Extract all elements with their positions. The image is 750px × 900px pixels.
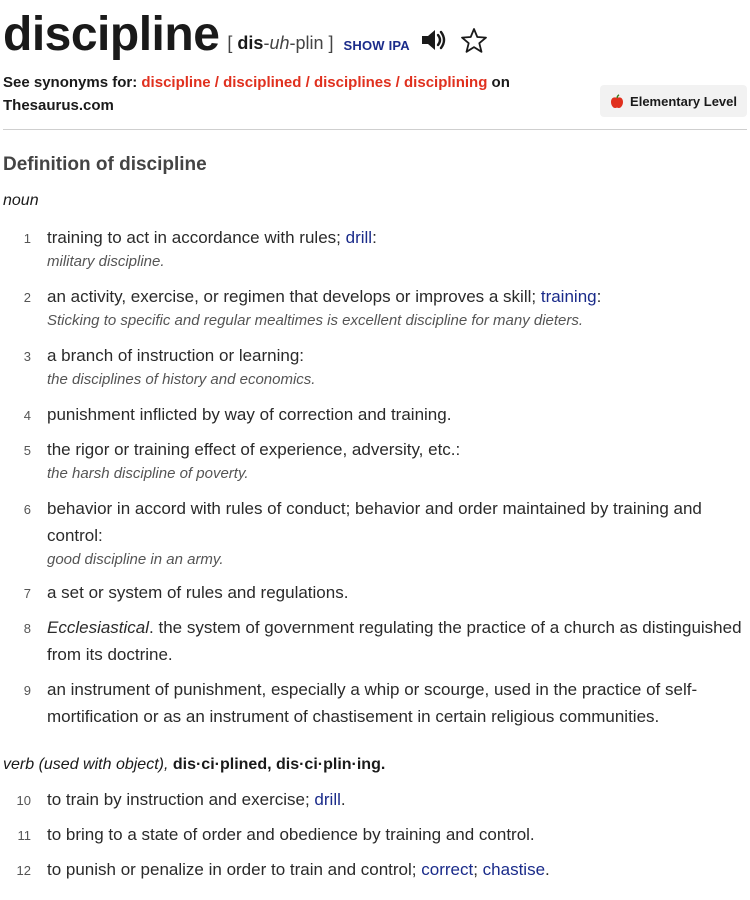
synonym-link-3[interactable]: disciplines [313, 74, 392, 91]
pron-sep: - [263, 33, 270, 53]
definition-link[interactable]: chastise [482, 860, 546, 879]
definition-text: an activity, exercise, or regimen that develops or improves a skill; [47, 287, 541, 306]
definition-number: 8 [23, 621, 31, 636]
level-badge[interactable] [600, 85, 747, 117]
definition-number: 10 [16, 793, 31, 808]
definition-item [3, 436, 747, 485]
part-of-speech-verb [3, 754, 747, 776]
definition-text: punishment inflicted by way of correction and training. [47, 405, 452, 424]
definition-text: to punish or penalize in order to train and control; [47, 860, 422, 879]
title-row [3, 6, 747, 64]
synonym-link-4[interactable]: disciplining [404, 74, 488, 91]
definition-text: training to act in accordance with rules; [47, 228, 346, 247]
definition-text: an instrument of punishment, especially a whip or scourge, used in the practice of self-mortification or as an instrument of chastisement in certain religious communities. [47, 680, 698, 726]
headword: discipline [3, 8, 220, 61]
pronunciation [227, 33, 333, 54]
synonym-sep: / [391, 74, 405, 91]
definition-link[interactable]: drill [314, 790, 341, 809]
pron-syllable-stressed: dis [237, 33, 264, 53]
definition-example: Sticking to specific and regular mealtimes is excellent discipline for many dieters. [47, 312, 584, 329]
definition-item [3, 821, 747, 848]
definition-number: 5 [23, 443, 31, 458]
noun-definitions [3, 224, 747, 730]
synonym-link-1[interactable]: discipline [141, 74, 211, 91]
definition-item [3, 342, 747, 391]
pron-syllable: uh [269, 33, 290, 53]
definition-punct: . [545, 860, 550, 879]
definition-link[interactable]: correct [421, 860, 474, 879]
verb-forms: dis·ci·plined, dis·ci·plin·ing. [172, 756, 386, 773]
definition-text: a set or system of rules and regulations. [47, 583, 349, 602]
definition-item [3, 786, 747, 813]
definitions-heading: Definition of discipline [3, 154, 207, 175]
pron-bracket-close: ] [328, 33, 334, 53]
synonym-sep: / [210, 74, 224, 91]
definition-text: behavior in accord with rules of conduct; behavior and order maintained by training and control: [47, 499, 702, 545]
definition-number: 11 [17, 828, 31, 843]
apple-icon [610, 94, 624, 109]
pron-syllable: plin [295, 33, 324, 53]
definition-punct: : [372, 228, 377, 247]
definition-item [3, 401, 747, 428]
definition-text: to train by instruction and exercise; [47, 790, 315, 809]
definition-example: good discipline in an army. [47, 551, 224, 568]
definition-number: 7 [23, 586, 31, 601]
definition-punct: . [340, 790, 346, 809]
definition-item [3, 495, 747, 571]
pron-sep: - [289, 33, 296, 53]
definition-example: the disciplines of history and economics. [47, 371, 316, 388]
definition-text: the rigor or training effect of experience, adversity, etc.: [47, 440, 461, 459]
definition-number: 1 [23, 231, 31, 246]
pron-bracket-open: [ [227, 33, 233, 53]
definition-link[interactable]: training [540, 287, 597, 306]
verb-definitions [3, 786, 747, 883]
synonyms-suffix: on Thesaurus.com [3, 74, 510, 114]
definition-text: a branch of instruction or learning: [47, 346, 305, 365]
definition-item [3, 676, 747, 730]
verb-label: verb (used with object), [3, 756, 169, 773]
star-icon[interactable] [460, 27, 488, 59]
definition-label: Ecclesiastical [47, 618, 150, 637]
definition-text: . the system of government regulating the practice of a church as distinguished from its doctrine. [47, 618, 742, 664]
synonym-link-2[interactable]: disciplined [223, 74, 302, 91]
definition-item [3, 856, 747, 883]
definition-example: the harsh discipline of poverty. [47, 465, 249, 482]
synonyms-text [3, 71, 563, 117]
definition-number: 2 [23, 290, 31, 305]
show-ipa-button[interactable]: SHOW IPA [343, 38, 410, 53]
definition-number: 12 [16, 863, 31, 878]
definition-text: to bring to a state of order and obedience by training and control. [47, 825, 535, 844]
definition-item [3, 614, 747, 668]
definition-example: military discipline. [47, 253, 165, 270]
definition-punct: : [596, 287, 602, 306]
part-of-speech-noun: noun [3, 192, 39, 209]
definition-number: 3 [23, 349, 31, 364]
synonyms-prefix: See synonyms for: [3, 74, 142, 91]
definitions-section [3, 152, 747, 883]
synonym-sep: / [301, 74, 314, 91]
speaker-icon[interactable] [420, 27, 448, 58]
divider [3, 129, 747, 130]
level-label: Elementary Level [630, 93, 737, 109]
definition-number: 4 [23, 408, 31, 423]
definition-item [3, 283, 747, 332]
definition-link[interactable]: drill [345, 228, 373, 247]
entry-header [3, 6, 747, 64]
synonyms-row [3, 71, 747, 121]
definition-number: 6 [23, 502, 31, 517]
definition-number: 9 [23, 683, 31, 698]
definition-item [3, 224, 747, 273]
definition-item [3, 579, 747, 606]
definition-punct: ; [473, 860, 483, 879]
